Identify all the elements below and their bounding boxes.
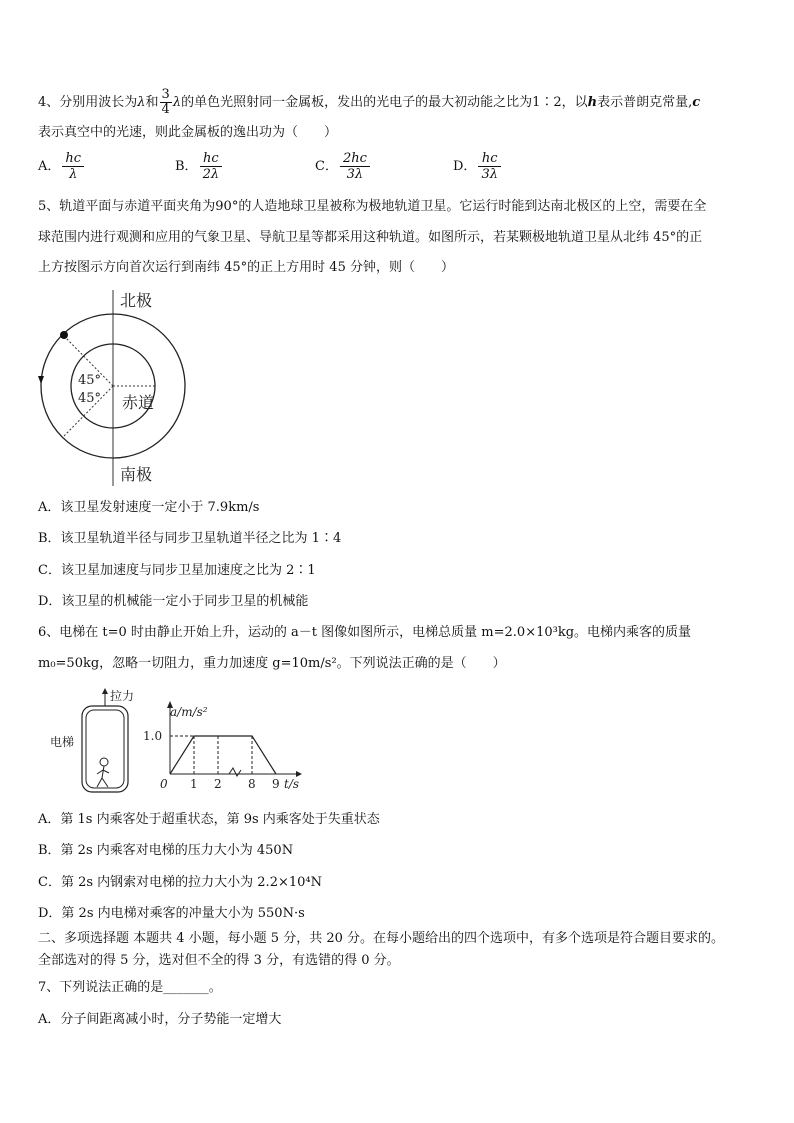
- q4-option-d: [453, 151, 503, 182]
- orbit-direction-arrow-icon: [38, 376, 44, 384]
- q4-option-b-frac: [200, 151, 223, 182]
- q4-fraction-num: 3: [161, 87, 170, 102]
- force-label: 拉力: [110, 689, 135, 703]
- q6-option-b: B．第 2s 内乘客对电梯的压力大小为 450N: [38, 843, 294, 858]
- passenger-head-icon: [100, 758, 108, 766]
- q4-stem-line1: [38, 88, 700, 117]
- section2-line2: 全部选对的得 5 分，选对但不全的得 3 分，有选错的得 0 分。: [38, 953, 400, 968]
- q4-option-c-label: C．: [315, 159, 338, 174]
- q4-option-b: [175, 151, 224, 182]
- chart-series-line: [170, 736, 276, 774]
- q6-option-c: C．第 2s 内钢索对电梯的拉力大小为 2.2×10⁴N: [38, 875, 322, 890]
- q6-option-d: D．第 2s 内电梯对乘客的冲量大小为 550N·s: [38, 906, 305, 921]
- elevator-inner: [86, 710, 124, 788]
- q4-option-b-label: B．: [175, 159, 198, 174]
- north-pole-label: 北极: [120, 291, 153, 310]
- q4-lambda: λ: [137, 95, 146, 110]
- q4-fraction: [160, 88, 172, 117]
- section2-line1: 二、多项选择题 本题共 4 小题，每小题 5 分，共 20 分。在每小题给出的四个选项中，有多个选项是符合题目要求的。: [38, 931, 725, 946]
- south-pole-label: 南极: [120, 465, 153, 484]
- q4-c: c: [692, 95, 701, 110]
- chart-y-tick-label: 1.0: [143, 729, 163, 743]
- q5-option-a: A．该卫星发射速度一定小于 7.9km/s: [38, 500, 260, 515]
- elevator-label: 电梯: [50, 735, 75, 749]
- q4-option-c: [315, 151, 372, 182]
- q4-option-a-num: hc: [62, 151, 84, 167]
- chart-x-label: t/s: [284, 777, 300, 791]
- q4-option-c-frac: [340, 151, 370, 182]
- elevator-outer: [82, 706, 128, 792]
- q6-stem-line2: m₀=50kg，忽略一切阻力，重力加速度 g=10m/s²。下列说法正确的是（ ）: [38, 656, 506, 671]
- q7-stem: 7、下列说法正确的是_______。: [38, 980, 222, 995]
- q5-stem-line1: 5、轨道平面与赤道平面夹角为90°的人造地球卫星被称为极地轨道卫星。它运行时能到达南北极区的上空，需要在全: [38, 199, 707, 214]
- passenger-body-icon: [97, 766, 109, 787]
- q4-text-part1: 4、分别用波长为: [38, 95, 138, 110]
- chart-y-label: a/m/s²: [170, 705, 208, 719]
- q4-option-d-num: hc: [478, 151, 501, 167]
- q4-option-a-label: A．: [38, 159, 61, 174]
- elevator-figure: [50, 688, 150, 798]
- q4-stem-line2: 表示真空中的光速，则此金属板的逸出功为（ ）: [38, 125, 338, 140]
- satellite-dot: [60, 331, 68, 339]
- angle-bottom-label: 45°: [78, 391, 102, 406]
- force-arrow-icon: [102, 688, 108, 694]
- q4-option-a-frac: [62, 151, 84, 182]
- chart-x-tick-label: 0: [160, 777, 168, 791]
- q4-option-d-label: D．: [453, 159, 477, 174]
- polar-orbit-figure: [36, 288, 236, 488]
- chart-x-tick-label: 9: [272, 777, 280, 791]
- q5-option-d: D．该卫星的机械能一定小于同步卫星的机械能: [38, 594, 309, 609]
- q7-option-a: A．分子间距离减小时，分子势能一定增大: [38, 1012, 282, 1027]
- q4-h: h: [587, 95, 598, 110]
- q6-option-a: A．第 1s 内乘客处于超重状态，第 9s 内乘客处于失重状态: [38, 812, 380, 827]
- q4-and: 和: [145, 95, 159, 110]
- q6-stem-line1: 6、电梯在 t=0 时由静止开始上升，运动的 a－t 图像如图所示，电梯总质量 m=2.0×10³kg。电梯内乘客的质量: [38, 625, 692, 640]
- q4-option-b-num: hc: [200, 151, 223, 167]
- chart-x-tick-label: 2: [214, 777, 222, 791]
- q4-text-part3: 表示普朗克常量,: [597, 95, 693, 110]
- q4-fraction-den: 4: [161, 102, 170, 117]
- q4-option-b-den: 2λ: [202, 167, 220, 182]
- q4-text-part2: 的单色光照射同一金属板，发出的光电子的最大初动能之比为1∶2，以: [181, 95, 588, 110]
- chart-axis-break-icon: [229, 768, 241, 776]
- q4-option-d-frac: [478, 151, 501, 182]
- q4-lambda-2: λ: [172, 95, 182, 110]
- q5-stem-line3: 上方按图示方向首次运行到南纬 45°的正上方用时 45 分钟，则（ ）: [38, 260, 454, 275]
- chart-x-tick-label: 1: [190, 777, 198, 791]
- q4-option-c-den: 3λ: [346, 167, 364, 182]
- equator-label: 赤道: [122, 393, 155, 412]
- chart-x-tick-label: 8: [248, 777, 256, 791]
- q4-option-c-num: 2hc: [340, 151, 370, 167]
- q4-option-a: [38, 151, 86, 182]
- q5-option-c: C．该卫星加速度与同步卫星加速度之比为 2∶1: [38, 563, 316, 578]
- angle-top-label: 45°: [78, 373, 102, 388]
- a-t-chart: [140, 698, 310, 796]
- q5-option-b: B．该卫星轨道半径与同步卫星轨道半径之比为 1∶4: [38, 531, 342, 546]
- q4-option-d-den: 3λ: [481, 167, 498, 182]
- q4-option-a-den: λ: [69, 167, 78, 182]
- q5-stem-line2: 球范围内进行观测和应用的气象卫星、导航卫星等都采用这种轨道。如图所示，若某颗极地轨道卫星从北纬 45°的正: [38, 230, 703, 245]
